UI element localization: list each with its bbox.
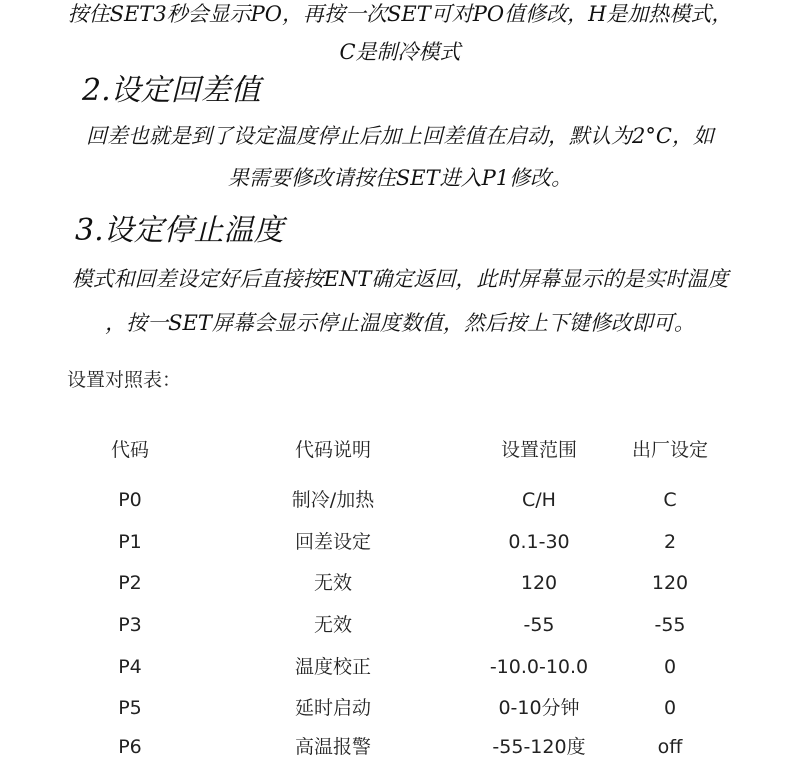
- cell-code: P6: [118, 736, 142, 758]
- section-3-title: 3.设定停止温度: [75, 213, 284, 248]
- cell-description: 回差设定: [294, 531, 371, 553]
- cell-range: 120: [520, 572, 558, 594]
- header-description: 代码说明: [294, 439, 371, 461]
- cell-code: P5: [118, 697, 142, 719]
- intro-line-2: C是制冷模式: [339, 40, 461, 64]
- header-range: 设置范围: [500, 439, 577, 461]
- cell-range: -55: [523, 614, 555, 636]
- section-3-line-1: 模式和回差设定好后直接按ENT确定返回，此时屏幕显示的是实时温度: [71, 267, 729, 291]
- cell-default: -55: [654, 614, 686, 636]
- cell-default: 0: [663, 656, 677, 678]
- cell-description: 温度校正: [294, 656, 371, 678]
- cell-description: 制冷/加热: [291, 489, 375, 511]
- cell-code: P4: [118, 656, 142, 678]
- section-2-line-2: 果需要修改请按住SET进入P1修改。: [227, 166, 573, 190]
- cell-default: 2: [663, 531, 677, 553]
- intro-line-1: 按住SET3秒会显示PO，再按一次SET可对PO值修改，H是加热模式，: [67, 2, 733, 26]
- section-2-title: 2.设定回差值: [82, 73, 261, 108]
- section-2-line-1: 回差也就是到了设定温度停止后加上回差值在启动，默认为2°C，如: [86, 124, 714, 148]
- cell-range: C/H: [522, 489, 556, 511]
- cell-description: 延时启动: [294, 697, 371, 719]
- cell-description: 高温报警: [294, 736, 371, 758]
- cell-range: 0-10分钟: [498, 697, 580, 719]
- cell-code: P3: [118, 614, 142, 636]
- cell-range: -10.0-10.0: [489, 656, 589, 678]
- cell-range: -55-120度: [492, 736, 586, 758]
- section-3-line-2: ，按一SET屏幕会显示停止温度数值，然后按上下键修改即可。: [105, 311, 695, 335]
- cell-description: 无效: [313, 614, 352, 636]
- cell-description: 无效: [313, 572, 352, 594]
- table-caption: 设置对照表：: [67, 369, 182, 391]
- cell-default: C: [663, 489, 677, 511]
- cell-code: P0: [118, 489, 142, 511]
- cell-range: 0.1-30: [508, 531, 570, 553]
- header-code: 代码: [110, 439, 149, 461]
- cell-code: P2: [118, 572, 142, 594]
- cell-default: off: [657, 736, 683, 758]
- cell-default: 0: [663, 697, 677, 719]
- header-default: 出厂设定: [631, 439, 708, 461]
- cell-code: P1: [118, 531, 142, 553]
- cell-default: 120: [651, 572, 689, 594]
